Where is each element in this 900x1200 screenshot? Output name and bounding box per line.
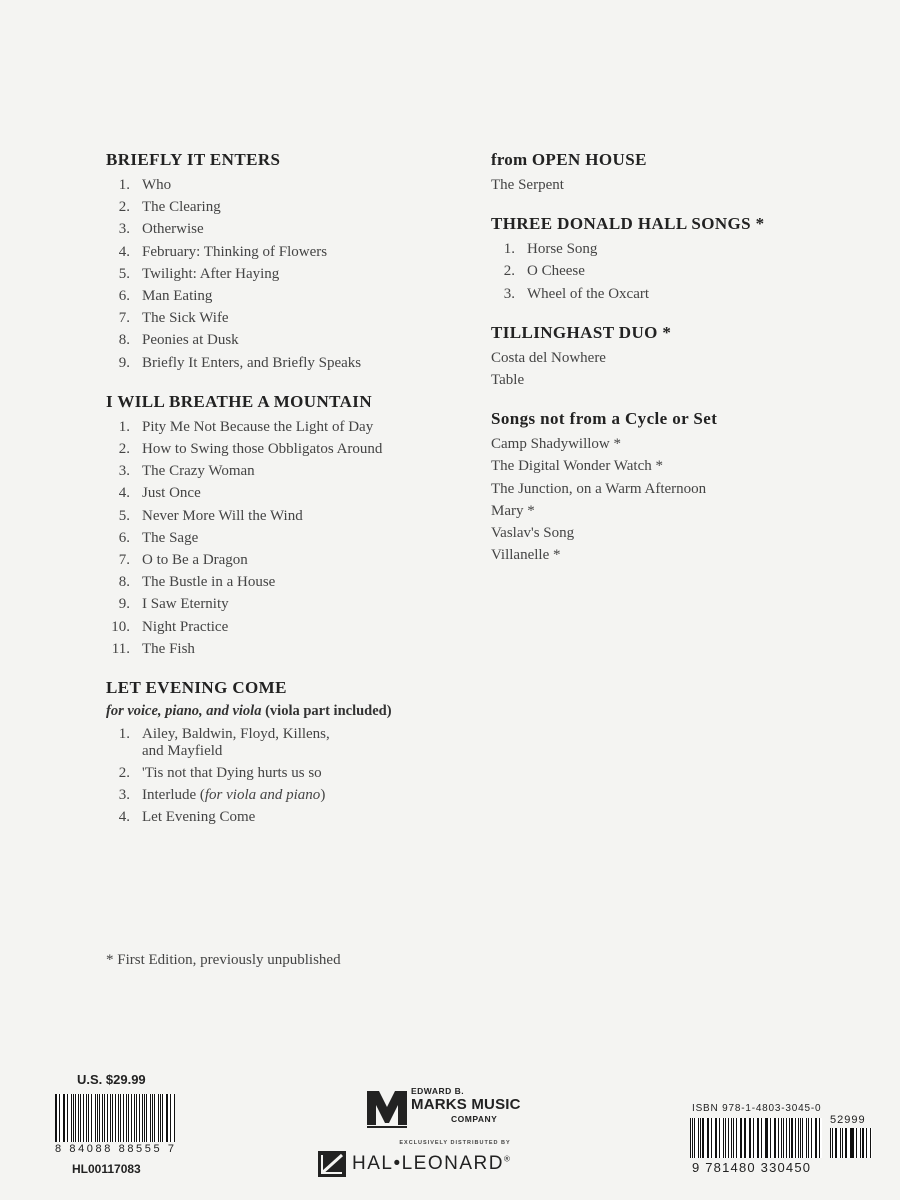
distributed-by-label: EXCLUSIVELY DISTRIBUTED BY (399, 1140, 511, 1146)
barcode-bar (728, 1118, 729, 1158)
barcode-bar (775, 1118, 776, 1158)
barcode-bar (128, 1094, 129, 1142)
footnote: * First Edition, previously unpublished (106, 952, 341, 968)
list-item: 6. The Sage (118, 529, 199, 546)
list-item: Vaslav's Song (491, 525, 575, 542)
edward-b-marks-logo (365, 1083, 535, 1133)
barcode-bar (866, 1128, 867, 1158)
section-title: from OPEN HOUSE (491, 150, 647, 169)
barcode-bar (850, 1128, 851, 1158)
marks-music-m-icon (365, 1085, 409, 1129)
barcode-bar (830, 1128, 831, 1158)
barcode-bar (800, 1118, 801, 1158)
price-code: 52999 (830, 1114, 866, 1126)
barcode-bar (816, 1118, 817, 1158)
barcode-bar (715, 1118, 716, 1158)
barcode-bar (690, 1118, 691, 1158)
barcode-bar (716, 1118, 717, 1158)
barcode-bar (59, 1094, 60, 1142)
list-item: 8. The Bustle in a House (118, 574, 276, 591)
list-item: 3. Interlude (for viola and piano) (118, 787, 326, 804)
list-item: 1. Pity Me Not Because the Light of Day (118, 418, 374, 435)
barcode-bar (95, 1094, 96, 1142)
section-songs-not-from-cycle (491, 409, 851, 566)
list-item: 10. Night Practice (111, 618, 229, 635)
publisher-name: MARKS MUSIC (411, 1096, 521, 1113)
list-item: 1. Ailey, Baldwin, Floyd, Killens, and Mayfield (118, 726, 330, 760)
song-list (491, 238, 851, 305)
list-item: 9. Briefly It Enters, and Briefly Speaks (118, 354, 362, 371)
list-item: 2. O Cheese (503, 263, 585, 280)
barcode-bar (778, 1118, 779, 1158)
barcode-bar (774, 1118, 775, 1158)
list-item: 5. Never More Will the Wind (118, 507, 303, 524)
barcode-bar (142, 1094, 143, 1142)
ean-digits: 9 781480 330450 (692, 1160, 812, 1175)
barcode-bar (719, 1118, 720, 1158)
barcode-bar (78, 1094, 79, 1142)
list-item: The Serpent (491, 177, 564, 193)
publisher-line: COMPANY (451, 1114, 498, 1124)
barcode-bar (170, 1094, 171, 1142)
barcode-bar (86, 1094, 87, 1142)
song-list (106, 174, 476, 374)
upc-barcode (55, 1094, 175, 1142)
section-briefly-it-enters (106, 150, 476, 374)
barcode-bar (802, 1118, 803, 1158)
barcode-bar (744, 1118, 746, 1158)
list-item: 9. I Saw Eternity (118, 596, 229, 613)
list-item: 2. The Clearing (118, 199, 221, 216)
barcode-bar (761, 1118, 762, 1158)
barcode-bar (750, 1118, 751, 1158)
barcode-bar (741, 1118, 742, 1158)
barcode-bar (791, 1118, 793, 1158)
barcode-bar (162, 1094, 163, 1142)
barcode-bar (862, 1128, 864, 1158)
distributor-name: HAL•LEONARD® (352, 1153, 512, 1174)
section-title: THREE DONALD HALL SONGS * (491, 214, 765, 234)
barcode-bar (702, 1118, 704, 1158)
barcode-bar (711, 1118, 712, 1158)
list-item: 2. How to Swing those Obbligatos Around (118, 441, 383, 458)
barcode-bar (806, 1118, 807, 1158)
barcode-bar (840, 1128, 841, 1158)
barcode-bar (698, 1118, 699, 1158)
barcode-bar (783, 1118, 784, 1158)
list-item: 2. 'Tis not that Dying hurts us so (118, 765, 322, 782)
barcode-bar (723, 1118, 725, 1158)
section-tillinghast-duo (491, 323, 851, 391)
section-let-evening-come (106, 678, 476, 829)
song-list (106, 416, 476, 660)
barcode-bar (118, 1094, 119, 1142)
list-item: 6. Man Eating (118, 288, 213, 305)
barcode-bar (749, 1118, 750, 1158)
barcode-bar (860, 1128, 861, 1158)
barcode-bar (110, 1094, 111, 1142)
list-item: 4. Just Once (118, 485, 201, 502)
section-title: I WILL BREATHE A MOUNTAIN (106, 391, 373, 411)
product-code: HL00117083 (72, 1162, 141, 1176)
list-item: 3. Wheel of the Oxcart (503, 285, 650, 302)
list-item: 7. O to Be a Dragon (118, 552, 248, 569)
section-three-donald-hall-songs (491, 214, 851, 305)
barcode-bar (815, 1118, 816, 1158)
section-title: BRIEFLY IT ENTERS (106, 150, 281, 169)
barcode-bar (765, 1118, 766, 1158)
barcode-bar (707, 1118, 708, 1158)
list-item: 11. The Fish (111, 640, 195, 657)
song-list (106, 723, 476, 829)
list-item: Camp Shadywillow * (491, 436, 621, 453)
barcode-bar (781, 1118, 782, 1158)
list-item: 3. Otherwise (118, 221, 204, 238)
list-item: Table (491, 372, 525, 389)
section-title: LET EVENING COME (106, 678, 287, 698)
barcode-bar (740, 1118, 741, 1158)
list-item: 4. Let Evening Come (118, 809, 256, 826)
section-title: Songs not from a Cycle or Set (491, 409, 718, 429)
barcode-bar (736, 1118, 737, 1158)
section-i-will-breathe-a-mountain (106, 392, 476, 660)
barcode-bar (150, 1094, 151, 1142)
barcode-bar (733, 1118, 734, 1158)
isbn-label: ISBN 978-1-4803-3045-0 (692, 1103, 822, 1114)
list-item: Costa del Nowhere (491, 349, 606, 366)
list-item: The Digital Wonder Watch * (491, 458, 663, 475)
upc-digits: 8 84088 88555 7 (55, 1143, 177, 1155)
publisher-line: EDWARD B. (411, 1086, 465, 1096)
barcode-bar (71, 1094, 72, 1142)
list-item: 3. The Crazy Woman (118, 463, 255, 480)
price-barcode (830, 1128, 872, 1158)
barcode-bar (835, 1128, 837, 1158)
barcode-bar (819, 1118, 820, 1158)
barcode-bar (832, 1128, 833, 1158)
list-item: 1. Horse Song (503, 241, 598, 258)
isbn-barcode (690, 1118, 822, 1158)
price-label: U.S. $29.99 (77, 1072, 146, 1087)
barcode-bar (136, 1094, 137, 1142)
barcode-bar (753, 1118, 754, 1158)
barcode-bar (842, 1128, 843, 1158)
list-item: 4. February: Thinking of Flowers (118, 243, 328, 260)
barcode-bar (795, 1118, 796, 1158)
hal-leonard-mark-icon (318, 1151, 346, 1177)
barcode-bar (694, 1118, 695, 1158)
barcode-bar (766, 1118, 768, 1158)
list-item: 1. Who (118, 177, 172, 193)
right-column (491, 150, 851, 584)
barcode-bar (120, 1094, 121, 1142)
list-item: The Junction, on a Warm Afternoon (491, 480, 707, 497)
hal-leonard-logo (318, 1151, 568, 1179)
barcode-bar (770, 1118, 771, 1158)
barcode-bar (811, 1118, 812, 1158)
list-item: Villanelle * (491, 547, 561, 564)
barcode-bar (731, 1118, 732, 1158)
barcode-bar (725, 1118, 726, 1158)
barcode-bar (856, 1128, 857, 1158)
barcode-bar (870, 1128, 871, 1158)
barcode-bar (91, 1094, 92, 1142)
barcode-bar (757, 1118, 758, 1158)
list-item: 8. Peonies at Dusk (118, 332, 239, 349)
barcode-bar (154, 1094, 155, 1142)
list-item: Mary * (491, 502, 535, 519)
barcode-bar (692, 1118, 693, 1158)
left-column (106, 150, 476, 847)
list-item: 7. The Sick Wife (118, 310, 229, 327)
section-subtitle: for voice, piano, and viola (viola part included) (106, 703, 392, 720)
list-item: 5. Twilight: After Haying (118, 265, 280, 282)
barcode-bar (700, 1118, 701, 1158)
section-title: TILLINGHAST DUO * (491, 322, 672, 342)
barcode-bar (798, 1118, 799, 1158)
barcode-bar (758, 1118, 759, 1158)
barcode-bar (808, 1118, 809, 1158)
barcode-bar (789, 1118, 790, 1158)
barcode-bar (67, 1094, 68, 1142)
barcode-bar (102, 1094, 103, 1142)
barcode-bar (851, 1128, 854, 1158)
barcode-bar (708, 1118, 709, 1158)
barcode-bar (845, 1128, 847, 1158)
section-open-house (491, 150, 851, 196)
barcode-bar (786, 1118, 787, 1158)
